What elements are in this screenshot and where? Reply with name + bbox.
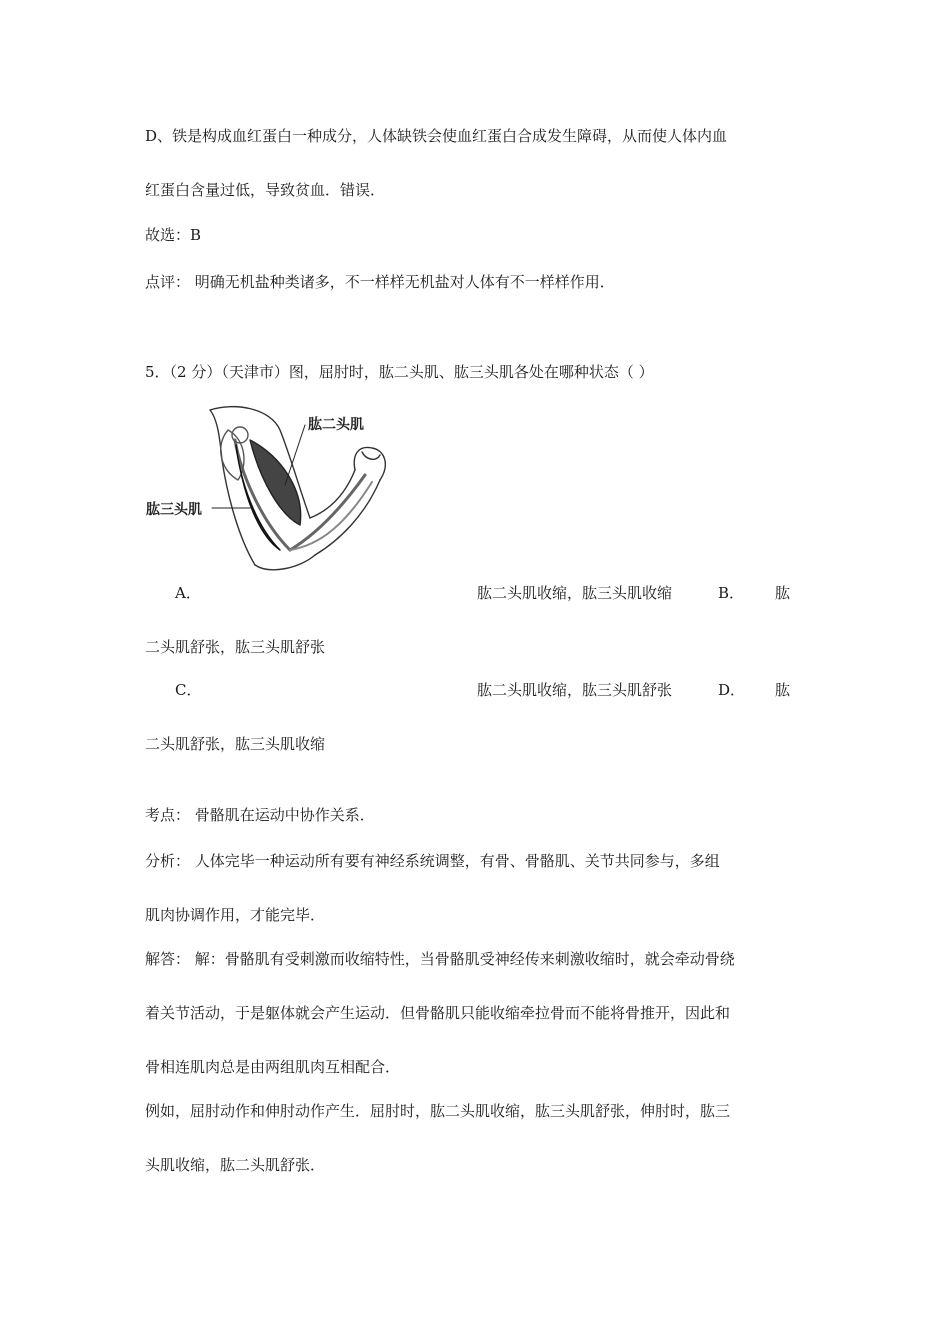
triceps-label: 肱三头肌 xyxy=(146,502,202,518)
answer-line: 故选：B xyxy=(145,226,202,244)
kaodian-line: 考点： 骨骼肌在运动中协作关系． xyxy=(145,806,375,824)
option-d-line-1: D、铁是构成血红蛋白一种成分，人体缺铁会使血红蛋白合成发生障碍，从而使人体内血 xyxy=(145,127,728,145)
option-a-letter: A． xyxy=(175,584,201,602)
option-b-text-cont: 二头肌舒张，肱三头肌舒张 xyxy=(145,638,326,656)
comment-line: 点评： 明确无机盐种类诸多，不一样样无机盐对人体有不一样样作用． xyxy=(145,273,615,291)
jieda-line-3: 骨相连肌肉总是由两组肌肉互相配合． xyxy=(145,1058,401,1076)
option-c-letter: C． xyxy=(175,681,202,699)
arm-muscle-figure xyxy=(140,400,400,580)
option-b-text-start: 肱 xyxy=(775,584,791,602)
option-b-letter: B． xyxy=(718,584,745,602)
option-d-letter: D． xyxy=(718,681,746,699)
example-line-1: 例如，屈肘动作和伸肘动作产生．屈肘时，肱二头肌收缩，肱三头肌舒张，伸肘时，肱三 xyxy=(145,1102,731,1120)
jieda-line-2: 着关节活动，于是躯体就会产生运动．但骨骼肌只能收缩牵拉骨而不能将骨推开，因此和 xyxy=(145,1004,731,1022)
example-line-2: 头肌收缩，肱二头肌舒张． xyxy=(145,1156,326,1174)
fenxi-line-2: 肌肉协调作用，才能完毕． xyxy=(145,906,326,924)
option-d-line-2: 红蛋白含量过低，导致贫血．错误． xyxy=(145,181,386,199)
jieda-line-1: 解答： 解：骨骼肌有受刺激而收缩特性，当骨骼肌受神经传来刺激收缩时，就会牵动骨绕 xyxy=(145,950,735,968)
option-d-text-start: 肱 xyxy=(775,681,791,699)
option-d-text-cont: 二头肌舒张，肱三头肌收缩 xyxy=(145,735,326,753)
question-5-stem: 5．（2 分）（天津市）图，屈肘时，肱二头肌、肱三头肌各处在哪种状态（ ） xyxy=(145,363,654,381)
option-a-text: 肱二头肌收缩，肱三头肌收缩 xyxy=(477,584,673,602)
option-c-text: 肱二头肌收缩，肱三头肌舒张 xyxy=(477,681,673,699)
fenxi-line-1: 分析： 人体完毕一种运动所有要有神经系统调整，有骨、骨骼肌、关节共同参与，多组 xyxy=(145,852,720,870)
biceps-label: 肱二头肌 xyxy=(308,417,364,433)
